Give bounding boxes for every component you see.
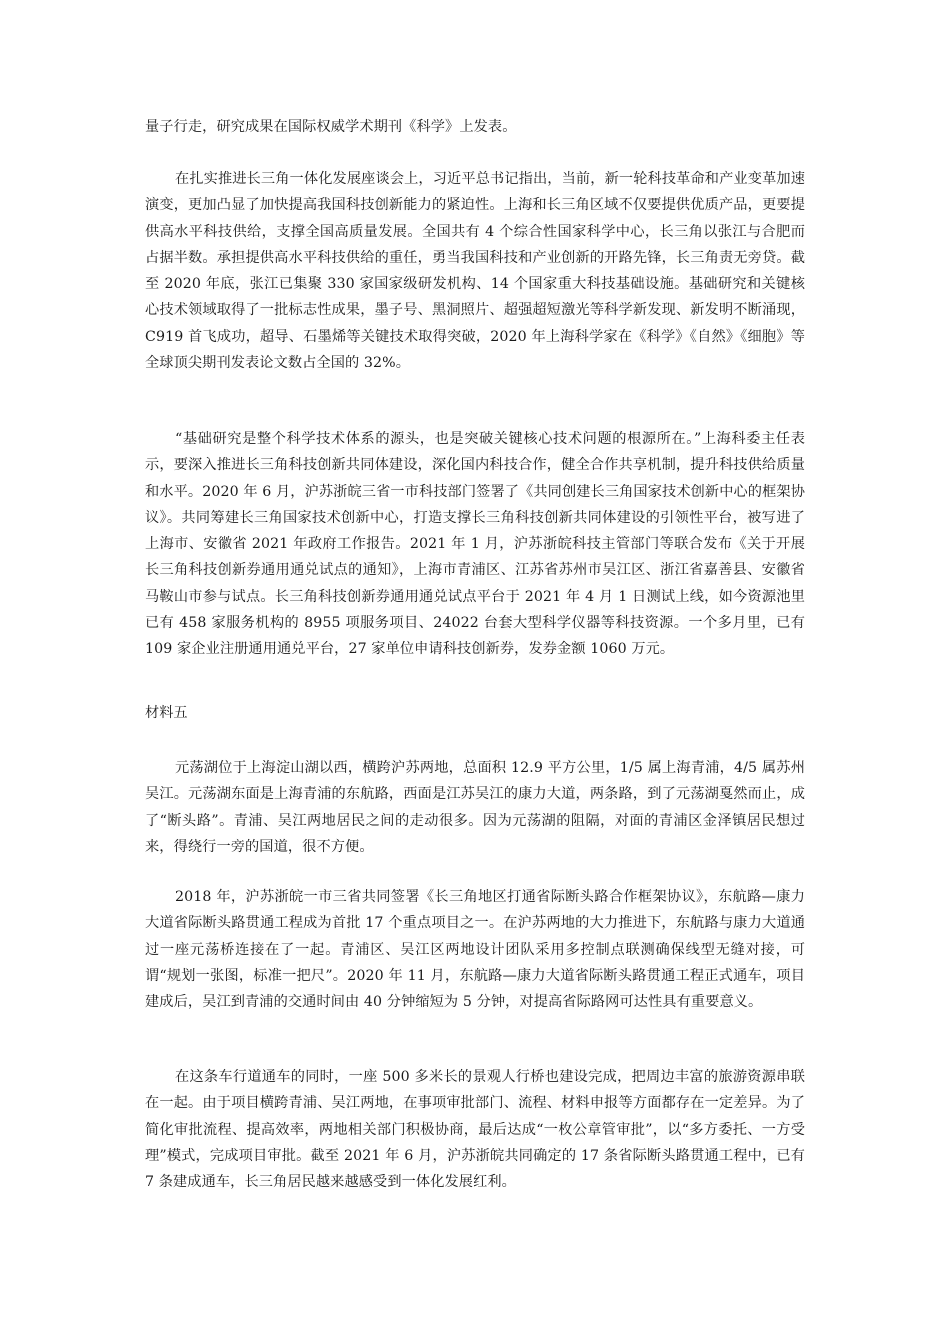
paragraph-3: “基础研究是整个科学技术体系的源头，也是突破关键核心技术问题的根源所在。”上海科委主任表示，要深入推进长三角科技创新共同体建设，深化国内科技合作，健全合作共享机制，提升科技供给质量和水平。2020 年 6 月，沪苏浙皖三省一市科技部门签署了《共同创建长三角国家技术创新中心的框架协议》。共同筹建长三角国家技术创新中心，打造支撑长三角科技创新共同体建设的引领性平台，被写进了上海市、安徽省 2021 年政府工作报告。2021 年 1 月，沪苏浙皖科技主管部门等联合发布《关于开展长三角科技创新券通用通兑试点的通知》，上海市青浦区、江苏省苏州市吴江区、浙江省嘉善县、安徽省马鞍山市参与试点。长三角科技创新券通用通兑试点平台于 2021 年 4 月 1 日测试上线，如今资源池里已有 458 家服务机构的 8955 项服务项目、24022 台套大型科学仪器等科技资源。一个多月里，已有 109 家企业注册通用通兑平台，27 家单位申请科技创新券，发券金额 1060 万元。 (145, 431, 805, 658)
paragraph-2: 在扎实推进长三角一体化发展座谈会上，习近平总书记指出，当前，新一轮科技革命和产业变革加速演变，更加凸显了加快提高我国科技创新能力的紧迫性。上海和长三角区域不仅要提供优质产品，更要提供高水平科技供给，支撑全国高质量发展。全国共有 4 个综合性国家科学中心，长三角以张江与合肥而占据半数。承担提供高水平科技供给的重任，勇当我国科技和产业创新的开路先锋，长三角责无旁贷。截至 2020 年底，张江已集聚 330 家国家级研发机构、14 个国家重大科技基础设施。基础研究和关键核心技术领域取得了一批标志性成果，墨子号、黑洞照片、超强超短激光等科学新发现、新发明不断涌现，C919 首飞成功，超导、石墨烯等关键技术取得突破，2020 年上海科学家在《科学》《自然》《细胞》等全球顶尖期刊发表论文数占全国的 32%。 (145, 171, 805, 372)
paragraph-4: 元荡湖位于上海淀山湖以西，横跨沪苏两地，总面积 12.9 平方公里，1/5 属上海青浦，4/5 属苏州吴江。元荡湖东面是上海青浦的东航路，西面是江苏吴江的康力大道，两条路，到了元荡湖戛然而止，成了“断头路”。青浦、吴江两地居民之间的走动很多。因为元荡湖的阻隔，对面的青浦区金泽镇居民想过来，得绕行一旁的国道，很不方便。 (145, 760, 805, 855)
section-heading: 材料五 (145, 705, 188, 721)
paragraph-5: 2018 年，沪苏浙皖一市三省共同签署《长三角地区打通省际断头路合作框架协议》，东航路—康力大道省际断头路贯通工程成为首批 17 个重点项目之一。在沪苏两地的大力推进下，东航路与康力大道通过一座元荡桥连接在了一起。青浦区、吴江区两地设计团队采用多控制点联测确保线型无缝对接，可谓“规划一张图，标准一把尺”。2020 年 11 月，东航路—康力大道省际断头路贯通工程正式通车，项目建成后，吴江到青浦的交通时间由 40 分钟缩短为 5 分钟，对提高省际路网可达性具有重要意义。 (145, 889, 805, 1011)
paragraph-1: 量子行走，研究成果在国际权威学术期刊《科学》上发表。 (145, 119, 517, 135)
paragraph-6: 在这条车行道通车的同时，一座 500 多米长的景观人行桥也建设完成，把周边丰富的旅游资源串联在一起。由于项目横跨青浦、吴江两地，在事项审批部门、流程、材料申报等方面都存在一定差异。为了简化审批流程、提高效率，两地相关部门积极协商，最后达成“一枚公章管审批”，以“多方委托、一方受理”模式，完成项目审批。截至 2021 年 6 月，沪苏浙皖共同确定的 17 条省际断头路贯通工程中，已有 7 条建成通车，长三角居民越来越感受到一体化发展红利。 (145, 1069, 805, 1191)
